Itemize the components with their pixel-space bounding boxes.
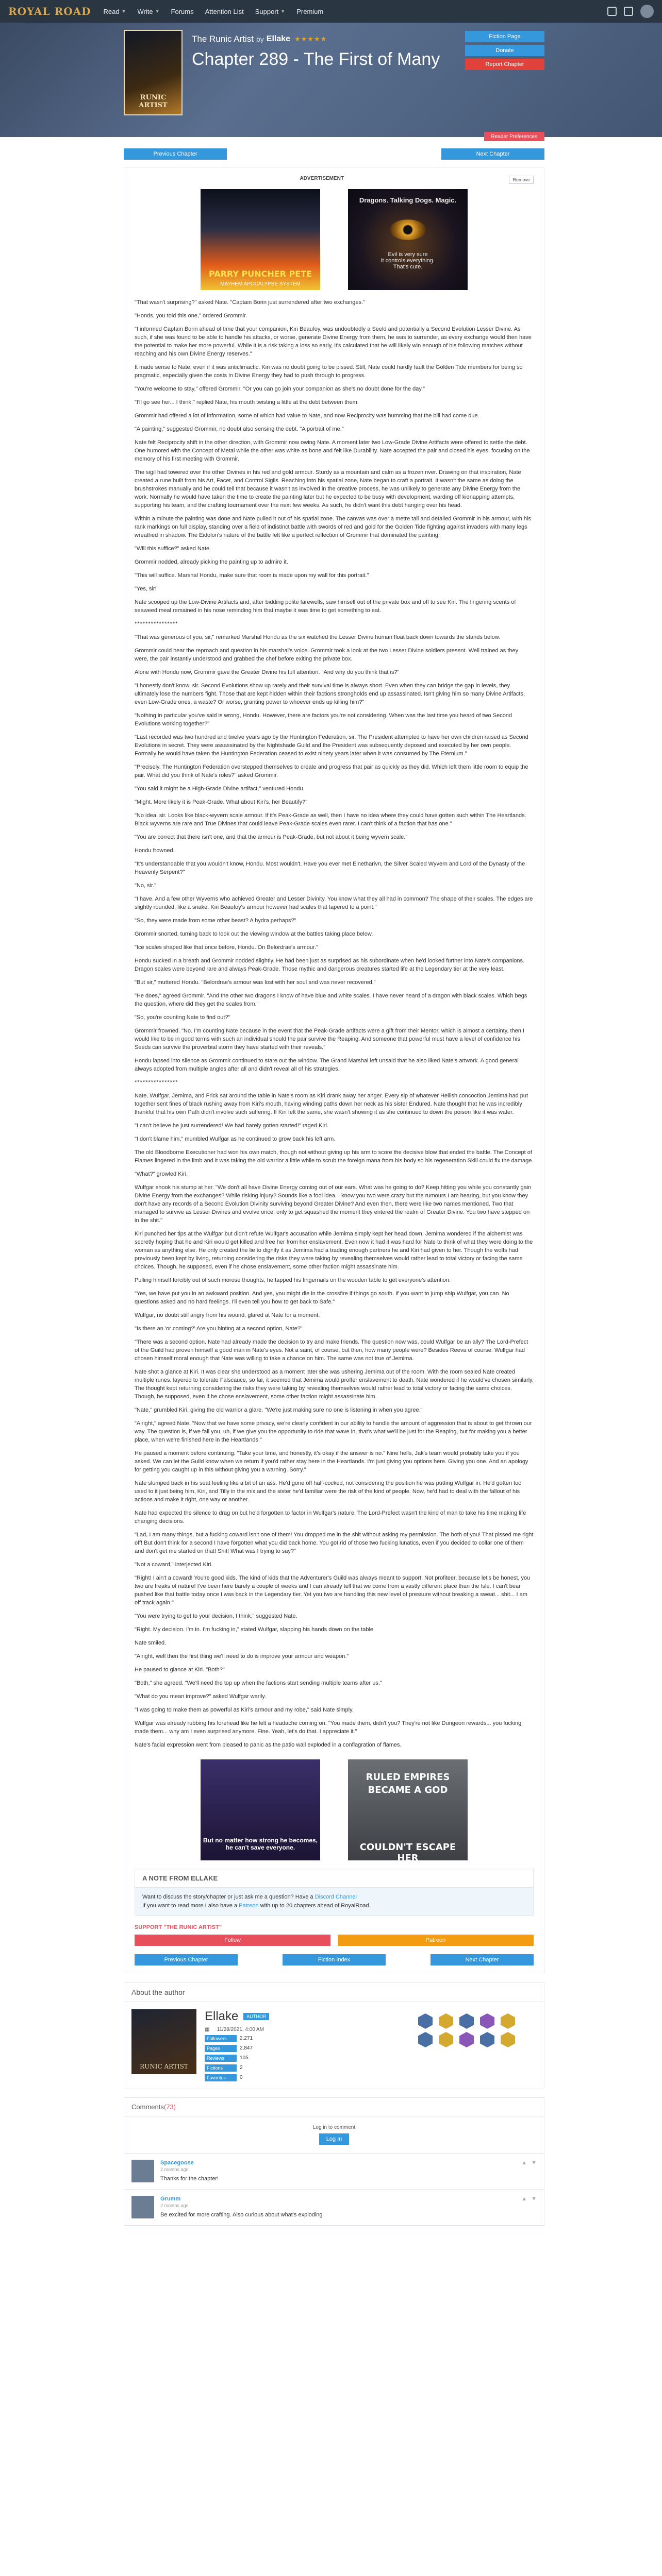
site-logo[interactable]: ROYAL ROAD xyxy=(8,5,91,18)
chapter-paragraph: Hondu frowned. xyxy=(135,848,175,854)
nav-item-premium[interactable] xyxy=(296,8,323,15)
chapter-paragraph: "A painting," suggested Grommir, no doubt also sensing the debt. "A portrait of me." xyxy=(135,426,344,432)
chapter-paragraph: "I don't blame him," mumbled Wulfgar as he continued to grow back his left arm. xyxy=(135,1136,336,1142)
chapter-paragraph: "It's understandable that you wouldn't know, Hondu. Most wouldn't. Have you ever met Einetharivn, the Silver Scaled Wyvern and Lord of the Dynasty of the Heavenly Serpent?" xyxy=(135,861,525,875)
chapter-paragraph: "Precisely. The Huntington Federation overstepped themselves to create and progress that pair as quickly as they did. Which left them little room to equip the pair. What did you think of Nate's roles?" asked Grommir. xyxy=(135,764,528,778)
stat-value: 2,271 xyxy=(240,2036,253,2041)
chapter-paragraph: "You were trying to get to your decision, I think," suggested Nate. xyxy=(135,1613,297,1619)
author-stat-chip xyxy=(205,2035,418,2042)
chapter-paragraph: Nate smiled. xyxy=(135,1640,167,1646)
author-note-line1 xyxy=(142,1893,526,1902)
chapter-paragraph: "So, they were made from some other beast? A hydra perhaps?" xyxy=(135,918,296,924)
comment-actions xyxy=(506,2160,537,2183)
chapter-paragraph: "No, sir." xyxy=(135,883,157,889)
bottom-next-chapter-button[interactable]: Next Chapter xyxy=(431,1954,534,1965)
stat-label: Fictions xyxy=(205,2064,237,2072)
achievement-icon[interactable] xyxy=(459,2032,474,2047)
eye-icon xyxy=(390,219,426,240)
previous-chapter-button[interactable]: Previous Chapter xyxy=(124,148,227,160)
chapter-paragraph: "But sir," muttered Hondu. "Belordrae's armour was lost with her soul and was never recovered." xyxy=(135,979,376,986)
login-button[interactable]: Log In xyxy=(319,2133,350,2145)
chapter-paragraph: Nate slumped back in his seat feeling like a bit of an ass. He'd gone off half-cocked, not considering the position he was putting Wulfgar in. He'd gotten too used to it just being him, Kiri, and Tilly in the mix and the sister he'd familiar were the risk of the kind of people. Now, he'd had to deal with the fallout of his actions and make it right, one way or another. xyxy=(135,1480,522,1503)
ad2-line3: That's cute. xyxy=(393,264,423,270)
nav-support-label: Support xyxy=(255,7,279,15)
commenter-name[interactable]: Grumm xyxy=(160,2196,181,2202)
author-achievements xyxy=(418,2013,537,2081)
achievement-icon[interactable] xyxy=(480,2032,494,2047)
chapter-paragraph: "Might. More likely it is Peak-Grade. What about Kiri's, her Beautify?" xyxy=(135,799,308,805)
nav-item-read[interactable] xyxy=(104,8,126,15)
chapter-paragraph: "Lad, I am many things, but a fucking coward isn't one of them! You dropped me in the shit without asking my permission. The both of you! That pissed me right off! But don't think for a second I have forgotten what you did back home. You got rid of those two fucking lunatics, even if you decided to collar one of them and don't get me started on that! Shit! What was I trying to say?" xyxy=(135,1532,534,1554)
chapter-paragraph: "Yes, we have put you in an awkward position. And yes, you might die in the crossfire if things go south. If you want to jump ship Wulfgar, you can. No questions asked and no hard feelings. I'll even tell you how to get back to Safe." xyxy=(135,1291,509,1305)
chapter-paragraph: The old Bloodborne Executioner had won his own match, though not without giving up his arm to score the decisive blow that ended the battle. The Concept of Flames lingered in the limb and it was taking the old warrior a little while to scrub the foreign mana from his body so his regeneration Skill could fix the damage. xyxy=(135,1149,534,1164)
commenter-name[interactable]: Spacegoose xyxy=(160,2160,194,2166)
note-line1-text: Want to discuss the story/chapter or just ask me a question? Have a xyxy=(142,1894,315,1900)
calendar-icon: ▦ xyxy=(205,2027,210,2032)
bottom-previous-chapter-button[interactable]: Previous Chapter xyxy=(135,1954,238,1965)
chapter-paragraph: **************** xyxy=(135,621,178,627)
bottom-ad2-top: RULED EMPIRES xyxy=(366,1772,450,1783)
chapter-paragraph: Alone with Hondu now, Grommir gave the Greater Divine his full attention. "And why do you think that is?" xyxy=(135,669,400,675)
comment-date: 2 months ago xyxy=(160,2167,189,2172)
comments-heading xyxy=(124,2098,544,2116)
patreon-link[interactable]: Patreon xyxy=(239,1903,259,1909)
fiction-line xyxy=(192,34,465,44)
chapter-paragraph: Grommir nodded, already picking the painting up to admire it. xyxy=(135,559,288,565)
chapter-paragraph: "I informed Captain Borin ahead of time that your companion, Kiri Beaufoy, was undoubtedly a Seeld and potentially a Second Evolution Lesser Divine. As such, if she was found to be able to handle his attacks, or worse, generate Divine Energy from them, he was to surrender, as every exchange would then have the potential to make her more powerful. While it is a risk taking a loss so early, it's calculated that he will likely win enough of his following matches without reaching and his own Divine Energy reserves." xyxy=(135,326,532,357)
chapter-paragraph: Nate had expected the silence to drag on but he'd forgotten to factor in Wulfgar's nature. The Lord-Prefect wasn't the kind of man to take his time making life changing decisions. xyxy=(135,1510,526,1524)
ad-header xyxy=(135,176,534,184)
chapter-paragraph: "I honestly don't know, sir. Second Evolutions show up rarely and their survival time is always short. Even when they can bridge the gap in levels, they ultimately lose the numbers fight. Those that are kept hidden within their factions strongholds end up assassinated. Isn't giving him so many Divine Artifacts, even Low-Grade ones, a waste? Or worse, granting power to whoever ends up killing him?" xyxy=(135,683,525,705)
chapter-paragraph: "Yes, sir!" xyxy=(135,586,159,592)
chapter-paragraph: "What do you mean improve?" asked Wulfgar warily. xyxy=(135,1693,267,1700)
ad2-line2: it controls everything. xyxy=(381,258,435,264)
comment-body xyxy=(160,2160,506,2183)
bottom-chapter-nav xyxy=(135,1954,534,1965)
chapter-paragraph: "This will suffice. Marshal Hondu, make sure that room is made upon my wall for this portrait." xyxy=(135,572,369,579)
chapter-paragraph: "Is there an 'or coming?' Are you hinting at a second option, Nate?" xyxy=(135,1326,303,1332)
chapter-paragraph: "Not a coward," interjected Kiri. xyxy=(135,1562,213,1568)
achievement-icon[interactable] xyxy=(501,2013,515,2029)
chapter-paragraph: "I can't believe he just surrendered! We had barely gotten started!" raged Kiri. xyxy=(135,1123,328,1129)
donate-button[interactable]: Donate xyxy=(465,45,544,56)
header-buttons xyxy=(465,31,544,130)
author-stat-chip xyxy=(205,2054,418,2062)
author-avatar-text: RUNIC ARTIST xyxy=(140,2063,188,2070)
achievement-icon[interactable] xyxy=(439,2032,453,2047)
chapter-title: Chapter 289 - The First of Many xyxy=(192,49,440,69)
thumbs-down-icon[interactable]: ▼ xyxy=(531,2196,537,2202)
author-link[interactable]: Ellake xyxy=(266,35,291,43)
bottom-ad2-mid: BECAME A GOD xyxy=(368,1785,448,1795)
chapter-paragraph: The sigil had towered over the other Divines in his red and gold armour. Sturdy as a mountain and calm as a frozen river. Drawing on that inspiration, Nate created a rune built from his Art, Facet, and Control Sigils. Reaching into his spatial zone, Nate began to craft a portrait. It wasn't the same as doing the brushstrokes manually and he could tell that because it wasn't as involved in the creative process, he was unlikely to generate any Divine Energy from the work. Normally he would have taken the time to create the painting later but he expected to be busy with development, warding off kidnapping attempts, supporting his team, and the crafting tournament over the next few weeks. As such, he didn't want this debt hanging over his head. xyxy=(135,469,521,509)
user-avatar[interactable] xyxy=(640,5,654,18)
stat-label: Followers xyxy=(205,2035,237,2042)
author-name[interactable]: Ellake xyxy=(205,2009,239,2023)
chapter-header xyxy=(0,23,662,137)
about-author xyxy=(124,1982,544,2089)
note-line2-post: with up to 20 chapters ahead of RoyalRoad. xyxy=(258,1903,371,1909)
achievement-icon[interactable] xyxy=(439,2013,453,2029)
nav-item-support[interactable] xyxy=(255,8,285,15)
chapter-paragraph: It made sense to Nate, even if it was anticlimactic. Kiri was no doubt going to be pissed. Still, Nate could hardly fault the Golden Tide members for being so pragmatic, especially given the costs in Divine Energy they had to push through to progress. xyxy=(135,364,523,379)
by-label: by xyxy=(256,35,264,43)
ad-banner-bottom-right[interactable] xyxy=(348,1759,468,1863)
nav-read-label: Read xyxy=(103,7,120,15)
commenter-avatar[interactable] xyxy=(131,2160,154,2182)
follow-button[interactable]: Follow xyxy=(135,1935,330,1946)
comments-title: Comments xyxy=(131,2103,164,2111)
chapter-paragraph: Wulfgar was already rubbing his forehead like he felt a headache coming on. "You made them, didn't you? They're not like Dungeon rewards... you fucking made them... why am I even surprised anymore. Fine. Yeah, let's do that. I appreciate it." xyxy=(135,1720,522,1735)
top-chapter-nav xyxy=(124,148,544,160)
chapter-paragraph: Kiri punched her tips at the Wulfgar but didn't refute Wulfgar's accusation while Jemima simply kept her head down. Jemima wondered if the alchemist was secretly hoping that he and Kiri would get killed and free her from her enslavement. Even now it had it was hard for Nate to think of what they were doing to the woman as anything else. He only created the lie to dignify it as Jemima had a trading enough partners he and Kiri had given to her. Though the wolfs had previously been kept by living, returning considering the risks they were taking by revealing themselves would rather lead to total victory or facing the same choices. Though, he supposed, even if he chose enslavement, some other faction might assassinate him. xyxy=(135,1231,533,1270)
chevron-down-icon: ▼ xyxy=(280,9,286,14)
nav-right-group xyxy=(607,5,654,18)
login-prompt: Log in to comment xyxy=(312,2125,356,2130)
thumbs-up-icon[interactable]: ▲ xyxy=(521,2160,527,2166)
chapter-paragraph: "You are correct that there isn't one, and that the armour is Peak-Grade, but not about it being wyvern scale." xyxy=(135,834,408,840)
author-name-row xyxy=(205,2009,418,2024)
commenter-avatar[interactable] xyxy=(131,2196,154,2218)
chapter-paragraph: Grommir had offered a lot of information, some of which had value to Nate, and now Reciprocity was humming that the bill had come due. xyxy=(135,413,479,419)
achievement-icon[interactable] xyxy=(418,2013,433,2029)
comment-list xyxy=(124,2154,544,2226)
comment-body xyxy=(160,2196,506,2219)
ad-banner-bottom-left[interactable] xyxy=(201,1759,320,1860)
author-joined-date: 11/28/2021, 4:00 AM xyxy=(217,2027,264,2032)
chapter-paragraph: "No idea, sir. Looks like black-wyvern scale armour. If it's Peak-Grade as well, then I have no idea where they could have gotten such within The Heartlands. Black wyverns are rare and True Divines that could leave Peak-Grade scales even rarer. I can't think of a faction that has one." xyxy=(135,812,526,827)
header-inner xyxy=(124,30,544,130)
chapter-paragraph: "You said it might be a High-Grade Divine artifact," ventured Hondu. xyxy=(135,786,305,792)
chapter-paragraph: "What?" growled Kiri. xyxy=(135,1171,188,1177)
nav-forums-label: Forums xyxy=(171,7,194,15)
header-text xyxy=(192,34,465,130)
ad1-subtitle: MAYHEM APOCALYPSE SYSTEM xyxy=(220,281,301,287)
chapter-paragraph: He paused to glance at Kiri. "Both?" xyxy=(135,1667,225,1673)
comments-count: (73) xyxy=(163,2103,176,2111)
support-label: SUPPORT "THE RUNIC ARTIST" xyxy=(135,1924,222,1930)
comment-item xyxy=(124,2154,544,2190)
chapter-page xyxy=(124,133,544,2226)
stat-label: Favorites xyxy=(205,2074,237,2081)
comment-login xyxy=(124,2116,544,2154)
chapter-paragraph: Nate felt Reciprocity shift in the other direction, with Grommir now owing Nate. A moment later two Low-Grade Divine Artifacts were offered to settle the debt. One humored with the Concept of Metal while the other was white as bone and felt like Durability. Nate accepted the pair and closed his eyes, focusing on the memory of his first meeting with Grommir. xyxy=(135,439,530,462)
chapter-paragraph: He paused a moment before continuing. "Take your time, and honestly, it's okay if the answer is no." Nine hells, Jak's team would probably take you if you asked. We can let the Guild know when we return if you'd rather stay here in the Heartlands. I'm just giving you options here. Giving you one. And an apology for getting you caught up in this without giving you a warning. Sorry." xyxy=(135,1450,528,1473)
about-author-body xyxy=(124,2002,544,2089)
rating-stars: ★★★★★ xyxy=(294,35,327,43)
chapter-paragraph: "That was generous of you, sir," remarked Marshal Hondu as the six watched the Lesser Divine human float back down towards the stands below. xyxy=(135,634,501,640)
discord-link[interactable]: Discord Channel xyxy=(315,1894,357,1900)
comment-actions xyxy=(506,2196,537,2219)
fiction-index-button[interactable]: Fiction Index xyxy=(283,1954,386,1965)
chapter-paragraph: Grommir snorted, turning back to look out the viewing window at the battles taking place below. xyxy=(135,931,373,937)
chapter-paragraph: Nate scooped up the Low-Divine Artifacts and, after bidding polite farewells, saw himself out of the private box and off to see Kiri. The lingering scents of seaweed meal remained in his nose reminding him that maybe it was time to get something to eat. xyxy=(135,599,516,614)
chapter-paragraph: Grommir could hear the reproach and question in his marshal's voice. Grommir took a look at the two Lesser Divine soldiers present. Well trained as they were, the pair instantly understood and grabbed the chef before exiting the private box. xyxy=(135,648,519,662)
comments-section xyxy=(124,2097,544,2226)
comment-text: Thanks for the chapter! xyxy=(160,2176,219,2182)
chapter-paragraph: Nate's facial expression went from pleased to panic as the patio wall exploded in a conflagration of flames. xyxy=(135,1742,402,1748)
stat-value: 2 xyxy=(240,2065,243,2071)
chapter-content xyxy=(135,298,534,1749)
chapter-paragraph: "There was a second option. Nate had already made the decision to try and make friends. The question now was, could Wulfgar be an ally? The Lord-Prefect of the Guild had proven himself a good man in Nate's eyes. Not a saint, of course, but then, how many people were? Besides Reeva of course. Wulfgar had chosen himself moral enough that Nate was willing to take a chance on him. The same was not true of Jemima. xyxy=(135,1339,528,1362)
chapter-paragraph: Nate, Wulfgar, Jemima, and Frick sat around the table in Nate's room as Kiri drank away her anger. Every sip of whatever Hellish concoction Jemima had put together sent fines of black rushing away from Kiri's mouth, having winding paths down her neck as his sister Endured. Nate thought that he was incredibly thankful that his own Path didn't involve such suffering. If Kiri felt the same, she wasn't showing it as she continued to down the poison like it was water. xyxy=(135,1093,528,1115)
author-note-line2 xyxy=(142,1902,526,1910)
stat-value: 2,847 xyxy=(240,2045,253,2051)
chapter-paragraph: Within a minute the painting was done and Nate pulled it out of his spatial zone. The canvas was over a metre tall and detailed Grommir in his armour, with his rank markings on full display, standing over a field of indistinct battle with swords of red and gold for the Golden Tide fighting against invaders with many legs wreathed in shadow. The Eidolon's nature of the battle felt like a perfect reflection of Grommir that dominated the painting. xyxy=(135,516,531,538)
chapter-paragraph: Pulling himself forcibly out of such morose thoughts, he tapped his fingernails on the wooden table to get everyone's attention. xyxy=(135,1277,451,1283)
report-chapter-button[interactable]: Report Chapter xyxy=(465,59,544,70)
bell-icon[interactable] xyxy=(624,7,633,16)
author-joined xyxy=(205,2027,418,2032)
chapter-paragraph: "You're welcome to stay," offered Grommir. "Or you can go join your companion as she's no doubt done for the day." xyxy=(135,386,425,392)
author-note xyxy=(135,1869,534,1916)
thumbs-up-icon[interactable]: ▲ xyxy=(521,2196,527,2202)
author-stat-chip xyxy=(205,2044,418,2052)
ad2-line1: Evil is very sure xyxy=(388,251,428,258)
chapter-paragraph: "Honds, you told this one," ordered Grommir. xyxy=(135,313,247,319)
comment-item xyxy=(124,2190,544,2226)
nav-item-write[interactable] xyxy=(138,8,160,15)
chapter-paragraph: "Nothing in particular you've said is wrong, Hondu. However, there are factors you're not considering. When was the last time you heard of two Second Evolutions working together?" xyxy=(135,713,512,727)
author-info xyxy=(205,2009,418,2081)
bottom-ads xyxy=(135,1759,534,1863)
author-badge: AUTHOR xyxy=(243,2013,269,2020)
author-stats xyxy=(205,2035,418,2081)
ad-banner-left[interactable] xyxy=(201,189,320,290)
chapter-paragraph: Grommir frowned. "No. I'm counting Nate because in the event that the Peak-Grade artifacts were a gift from their Mentor, which is almost a certainty, then I would like to be in good terms with such an individual should the pair survive the Reaping. And someone that powerful must have a level of confidence his Seeds can survive the proverbial storm they have started with their reveals." xyxy=(135,1028,524,1050)
fiction-title[interactable]: The Runic Artist xyxy=(192,34,254,44)
achievement-icon[interactable] xyxy=(459,2013,474,2029)
stat-value: 105 xyxy=(240,2055,249,2061)
stat-label: Reviews xyxy=(205,2055,237,2062)
stat-label: Pages xyxy=(205,2045,237,2052)
reader-controls xyxy=(124,132,544,141)
next-chapter-button[interactable]: Next Chapter xyxy=(441,148,544,160)
chapter-paragraph: "I have. And a few other Wyverns who achieved Greater and Lesser Divinity. You know what they all had in common? The shape of their scales. The edges are slightly rounded, like a snake. Kiri Beaufoy's armour however had scales that tapered to a point." xyxy=(135,896,533,910)
chapter-paragraph: "Nate," grumbled Kiri, giving the old warrior a glare. "We're just making sure no one is listening in when you agree." xyxy=(135,1407,423,1413)
chapter-paragraph: **************** xyxy=(135,1079,178,1086)
author-note-heading: A NOTE FROM ELLAKE xyxy=(135,1869,533,1888)
nav-write-label: Write xyxy=(137,7,153,15)
top-ads xyxy=(135,189,534,290)
ad-banner-right[interactable] xyxy=(348,189,468,290)
achievement-icon[interactable] xyxy=(480,2013,494,2029)
chapter-paragraph: "Alright, well then the first thing we'll need to do is improve your armour and weapon." xyxy=(135,1653,349,1659)
chevron-down-icon: ▼ xyxy=(121,9,126,14)
chapter-paragraph: Hondu sucked in a breath and Grommir nodded slightly. He had been just as surprised as his subordinate when he'd looked further into Nate's companions. Dragon scales were beyond rare and always Peak-Grade. Those mythic and dangerous creatures started life at the Legendary tier at the very least. xyxy=(135,958,525,972)
patreon-button[interactable]: Patreon xyxy=(338,1935,534,1946)
about-author-heading: About the author xyxy=(124,1983,544,2002)
chapter-paragraph: Nate shot a glance at Kiri. It was clear she understood as a moment later she was ushering Jemima out of the room. With the room sealed Nate created multiple runes, layered to tolerate Falscauce, so far, it seemed that Jemima would proffer enslavement to death. Nate wondered if he would've chosen similarly. The thought kept returning considering the risks they were taking by revealing themselves would rather lead to total victory or facing the same choices. Though, he supposed, even if he chose enslavement, some other faction might assassinate him. xyxy=(135,1369,534,1400)
chapter-paragraph: Wulfgar, no doubt still angry from his wound, glared at Nate for a moment. xyxy=(135,1312,320,1318)
chapter-paragraph: "So, you're counting Nate to find out?" xyxy=(135,1014,230,1021)
chevron-down-icon: ▼ xyxy=(155,9,160,14)
author-stat-chip xyxy=(205,2064,418,2072)
achievement-icon[interactable] xyxy=(418,2032,433,2047)
fiction-page-button[interactable]: Fiction Page xyxy=(465,31,544,42)
support-buttons xyxy=(135,1935,534,1946)
achievement-icon[interactable] xyxy=(501,2032,515,2047)
comment-text: Be excited for more crafting. Also curious about what's exploding xyxy=(160,2212,323,2218)
chapter-paragraph: "I'll go see her... I think," replied Nate, his mouth twisting a little at the debt between them. xyxy=(135,399,359,405)
mail-icon[interactable] xyxy=(607,7,617,16)
chapter-paragraph: "Last recorded was two hundred and twelve years ago by the Huntington Federation, sir. The President attempted to have her own children raised as Second Evolutions in secret. They were assassinated by the Nightshade Guild and the President was subsequently deposed and executed by her own people. Formally he would have taken the Huntington Federation ceased to exist ninety years later when it was consumed by The Eternium." xyxy=(135,734,528,757)
nav-item-attention[interactable] xyxy=(205,8,244,15)
note-line2-text: If you want to read more I also have a xyxy=(142,1903,239,1909)
ad1-title: PARRY PUNCHER PETE xyxy=(208,269,312,279)
chapter-paragraph: Wulfgar shook his stump at her. "We don't all have Divine Energy coming out of our ears. What was he going to do? Keep hitting you while you constantly gain Divine Energy from the exchanges? While risking injury? Sounds like a fool idea. I know you two were crazy but the rumours I am hearing, but you know they don't have any records of a Second Evolution Divinity surviving beyond Greater Divine? And even then, there were like two names mentioned. Two that managed to survive as Lesser Divines and evolve once, only to get squashed the moment they entered the realm of Greater Divine. You two have stepped on in the shit." xyxy=(135,1184,532,1224)
ad2-title: Dragons. Talking Dogs. Magic. xyxy=(359,196,457,204)
chapter-paragraph: "Will this suffice?" asked Nate. xyxy=(135,546,211,552)
chapter-paragraph: "I was going to make them as powerful as Kiri's armour and my robe," said Nate simply. xyxy=(135,1707,354,1713)
advertisement-label: ADVERTISEMENT xyxy=(300,176,344,181)
author-stat-chip xyxy=(205,2074,418,2081)
chapter-paragraph: "Alright," agreed Nate. "Now that we have some privacy, we're clearly confident in our ability to handle the amount of aggression that is about to get thrown our way. The question is, if we fall you, uh, if we give you the opportunity to ride that wave in, that's what we'll be just for the Reaping, but for making you a better place, when we're finished here in the Heartlands." xyxy=(135,1420,532,1443)
bottom-ad2-bottom: COULDN'T ESCAPE HER xyxy=(359,1842,456,1863)
bottom-ad1-text: But no matter how strong he becomes, he can't save everyone. xyxy=(203,1837,318,1851)
reader-preferences-button[interactable]: Reader Preferences xyxy=(484,132,545,141)
nav-premium-label: Premium xyxy=(296,7,324,15)
remove-ads-button[interactable]: Remove xyxy=(509,176,534,184)
top-navbar xyxy=(0,0,662,23)
nav-attention-label: Attention List xyxy=(205,7,244,15)
chapter-paragraph: "He does," agreed Grommir. "And the other two dragons I know of have blue and white scales. I have never heard of a dragon with black scales. Which begs the question, where did they get the scales from." xyxy=(135,993,527,1007)
stat-value: 0 xyxy=(240,2075,243,2080)
chapter-paragraph: "Ice scales shaped like that once before, Hondu. On Belordrae's armour." xyxy=(135,944,318,951)
chapter-paragraph: "That wasn't surprising?" asked Nate. "Captain Borin just surrendered after two exchanges." xyxy=(135,299,365,306)
chapter-paragraph: "Right! I ain't a coward! You're good kids. The kind of kids that the Adventurer's Guild was always meant to support. Not profiteer, because let's be honest, you two are freaks of nature! I've been here barely a couple of weeks and I can already tell that we come from a vastly different place than the Isle. I can't bear pushed like that battle today once I was back in the Legendary tier. Yet you two are handling this new level of pressure without breaking a sweat... shit... I am off track again." xyxy=(135,1575,531,1606)
author-note-body xyxy=(135,1888,533,1916)
author-avatar[interactable] xyxy=(131,2009,196,2074)
cover-text: RUNIC ARTIST xyxy=(139,94,168,109)
chapter-card xyxy=(124,167,544,1974)
chapter-paragraph: "Right. My decision. I'm in. I'm fucking in," stated Wulfgar, slapping his hands down on the table. xyxy=(135,1626,375,1633)
nav-item-forums[interactable] xyxy=(171,8,194,15)
chapter-paragraph: "Both," she agreed. "We'll need the top up when the factions start sending multiple teams after us." xyxy=(135,1680,382,1686)
chapter-paragraph: Hondu lapsed into silence as Grommir continued to stare out the window. The Grand Marshal left unsaid that he also liked Nate's artwork. A good general always adopted from multiple angles after all and didn't reveal all of his strategies. xyxy=(135,1058,519,1072)
comment-date: 2 months ago xyxy=(160,2203,189,2208)
thumbs-down-icon[interactable]: ▼ xyxy=(531,2160,537,2166)
fiction-cover[interactable] xyxy=(124,30,183,115)
